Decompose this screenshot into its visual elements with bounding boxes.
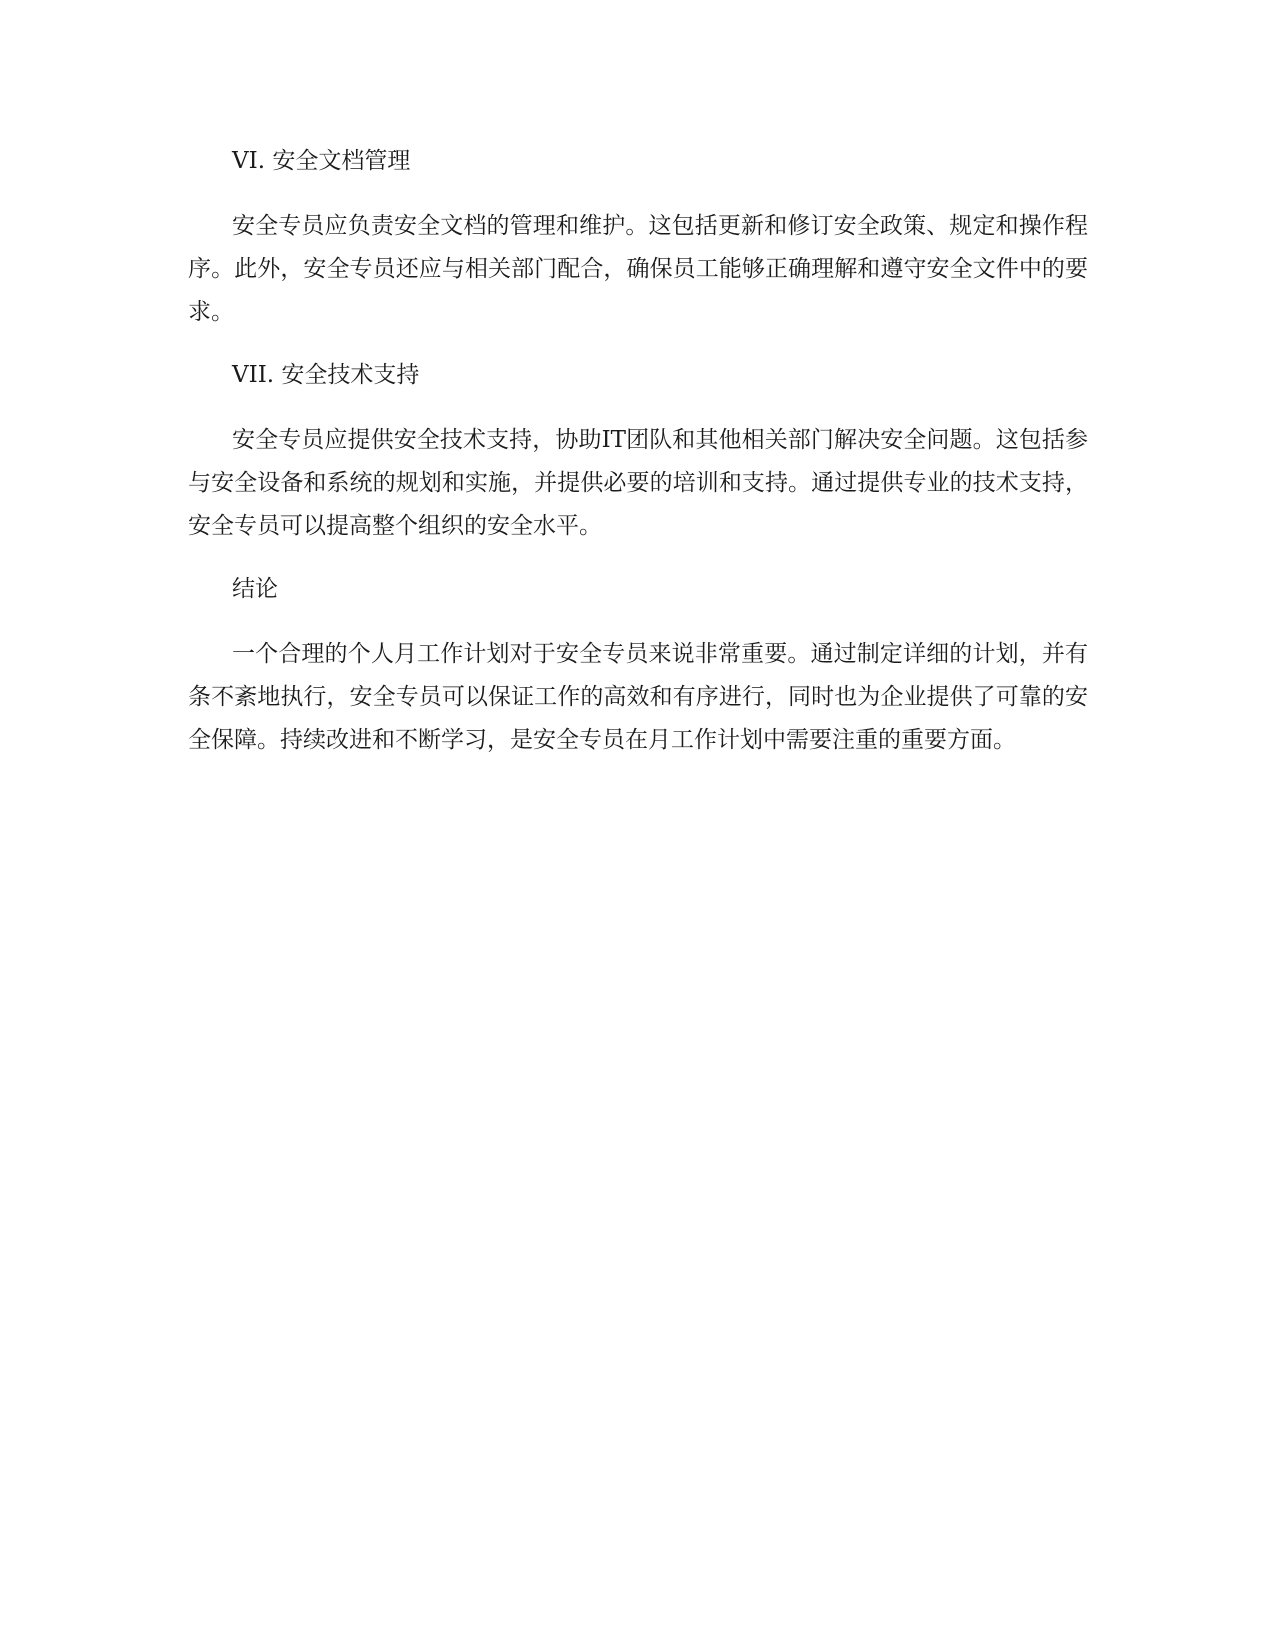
section-heading-vi: VI. 安全文档管理	[232, 148, 411, 174]
section-heading-vii: VII. 安全技术支持	[232, 362, 420, 388]
section-heading-conclusion: 结论	[232, 576, 278, 602]
section-paragraph-vi: 安全专员应负责安全文档的管理和维护。这包括更新和修订安全政策、规定和操作程序。此外，安全专员还应与相关部门配合，确保员工能够正确理解和遵守安全文件中的要求。	[188, 213, 1088, 325]
section-paragraph-conclusion: 一个合理的个人月工作计划对于安全专员来说非常重要。通过制定详细的计划，并有条不紊地执行，安全专员可以保证工作的高效和有序进行，同时也为企业提供了可靠的安全保障。持续改进和不断学习，是安全专员在月工作计划中需要注重的重要方面。	[188, 641, 1088, 753]
section-paragraph-vii: 安全专员应提供安全技术支持，协助IT团队和其他相关部门解决安全问题。这包括参与安全设备和系统的规划和实施，并提供必要的培训和支持。通过提供专业的技术支持，安全专员可以提高整个组织的安全水平。	[188, 427, 1088, 539]
document-body	[188, 140, 1088, 762]
